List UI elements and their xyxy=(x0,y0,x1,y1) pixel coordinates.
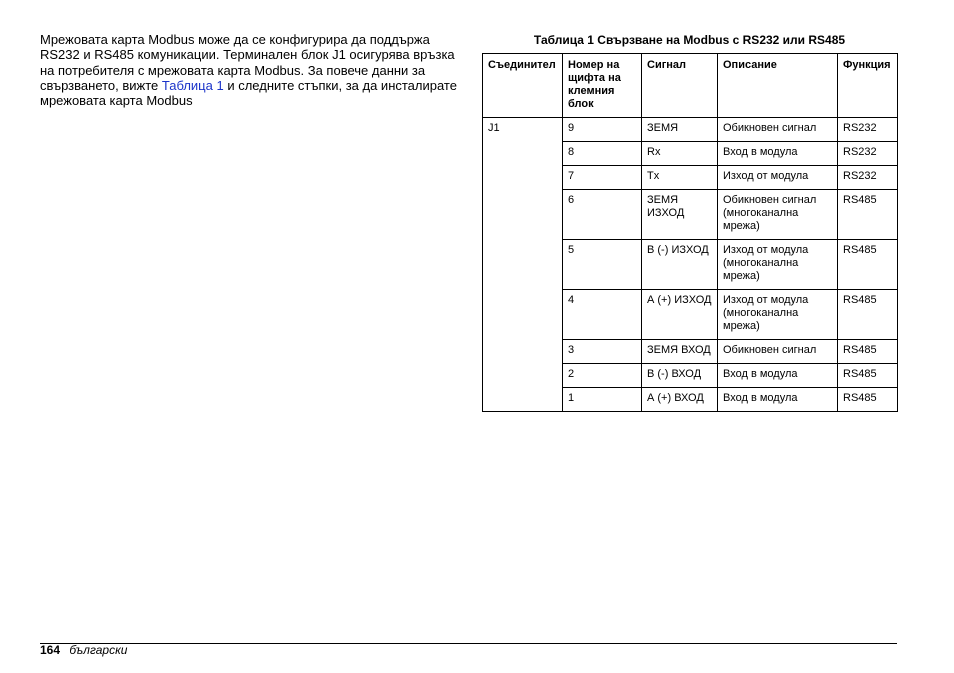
signal-cell: Tx xyxy=(642,166,718,190)
connector-cell: J1 xyxy=(483,118,563,412)
table-header-row xyxy=(483,54,898,118)
function-cell: RS232 xyxy=(838,118,898,142)
pin-cell: 3 xyxy=(563,340,642,364)
pin-cell: 1 xyxy=(563,388,642,412)
description-cell: Вход в модула xyxy=(718,364,838,388)
description-cell: Изход от модула (многоканална мрежа) xyxy=(718,240,838,290)
page-number: 164 xyxy=(40,643,61,657)
description-cell: Обикновен сигнал xyxy=(718,340,838,364)
function-cell: RS485 xyxy=(838,190,898,240)
description-cell: Обикновен сигнал xyxy=(718,118,838,142)
signal-cell: ЗЕМЯ ВХОД xyxy=(642,340,718,364)
pin-cell: 4 xyxy=(563,290,642,340)
function-cell: RS232 xyxy=(838,142,898,166)
signal-cell: А (+) ВХОД xyxy=(642,388,718,412)
function-cell: RS485 xyxy=(838,240,898,290)
function-cell: RS485 xyxy=(838,364,898,388)
description-cell: Обикновен сигнал (многоканална мрежа) xyxy=(718,190,838,240)
pin-cell: 8 xyxy=(563,142,642,166)
signal-cell: ЗЕМЯ ИЗХОД xyxy=(642,190,718,240)
signal-cell: В (-) ВХОД xyxy=(642,364,718,388)
signal-cell: В (-) ИЗХОД xyxy=(642,240,718,290)
pin-cell: 2 xyxy=(563,364,642,388)
signal-cell: ЗЕМЯ xyxy=(642,118,718,142)
header-signal: Сигнал xyxy=(642,54,718,118)
function-cell: RS232 xyxy=(838,166,898,190)
pin-cell: 7 xyxy=(563,166,642,190)
page-footer xyxy=(40,643,127,657)
signal-cell: Rx xyxy=(642,142,718,166)
description-cell: Изход от модула (многоканална мрежа) xyxy=(718,290,838,340)
table-1-link[interactable]: Таблица 1 xyxy=(161,77,224,93)
pin-cell: 5 xyxy=(563,240,642,290)
table-row xyxy=(483,118,898,142)
pin-cell: 9 xyxy=(563,118,642,142)
description-cell: Вход в модула xyxy=(718,388,838,412)
header-description: Описание xyxy=(718,54,838,118)
intro-text-after: и следните стъпки, за да инсталирате мрежовата карта Modbus xyxy=(40,77,457,109)
intro-paragraph xyxy=(40,32,460,108)
header-function: Функция xyxy=(838,54,898,118)
signal-cell: А (+) ИЗХОД xyxy=(642,290,718,340)
footer-language: български xyxy=(69,643,128,657)
intro-paragraph-block xyxy=(40,32,460,108)
header-pin-number: Номер на щифта на клемния блок xyxy=(563,54,642,118)
footer-divider xyxy=(40,643,897,644)
header-connector: Съединител xyxy=(483,54,563,118)
function-cell: RS485 xyxy=(838,340,898,364)
function-cell: RS485 xyxy=(838,388,898,412)
table-caption: Таблица 1 Свързване на Modbus с RS232 или RS485 xyxy=(533,33,846,47)
description-cell: Изход от модула xyxy=(718,166,838,190)
pin-cell: 6 xyxy=(563,190,642,240)
intro-text-before: Мрежовата карта Modbus може да се конфигурира да поддържа RS232 и RS485 комуникации. Терминален блок J1 осигурява връзка на потребителя с мрежовата карта Modbus. За повече данни за свързването, вижте xyxy=(40,32,455,93)
modbus-connection-table xyxy=(482,53,898,412)
description-cell: Вход в модула xyxy=(718,142,838,166)
function-cell: RS485 xyxy=(838,290,898,340)
